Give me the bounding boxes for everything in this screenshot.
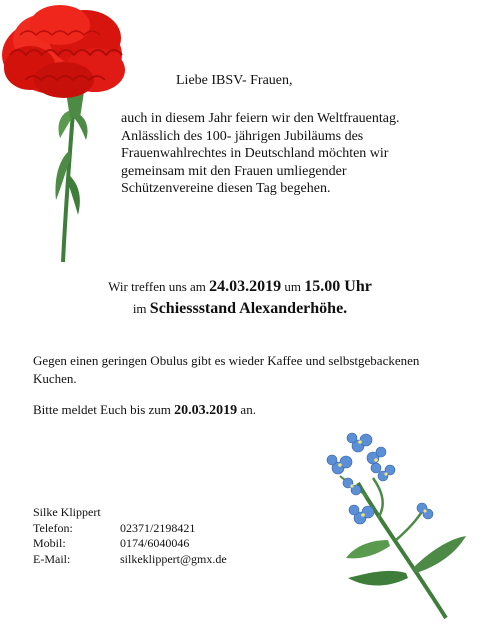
contact-email-row bbox=[33, 552, 227, 568]
rsvp-suffix: an. bbox=[240, 402, 256, 417]
rsvp-date: 20.03.2019 bbox=[174, 403, 238, 418]
phone-value: 02371/2198421 bbox=[120, 520, 196, 535]
location-line bbox=[0, 300, 480, 318]
contact-phone-row bbox=[33, 521, 227, 537]
coffee-paragraph: Gegen einen geringen Obulus gibt es wieder Kaffee und selbstgebackenen Kuchen. bbox=[33, 353, 420, 386]
meeting-time: 15.00 Uhr bbox=[304, 278, 372, 295]
contact-block bbox=[33, 505, 227, 567]
rsvp-line bbox=[33, 402, 256, 419]
meeting-line bbox=[0, 278, 480, 296]
mobile-label: Mobil: bbox=[33, 536, 66, 550]
phone-label: Telefon: bbox=[33, 520, 73, 535]
contact-name: Silke Klippert bbox=[33, 505, 101, 519]
red-carnation-image bbox=[0, 0, 140, 266]
contact-mobile-row bbox=[33, 536, 227, 552]
location: Schiessstand Alexanderhöhe. bbox=[149, 300, 348, 317]
forget-me-not-image bbox=[318, 428, 468, 620]
mobile-value: 0174/6040046 bbox=[120, 536, 190, 550]
email-value: silkeklippert@gmx.de bbox=[120, 551, 227, 566]
meeting-date: 24.03.2019 bbox=[209, 278, 282, 295]
rsvp-prefix: Bitte meldet Euch bis zum bbox=[33, 402, 171, 417]
email-label: E-Mail: bbox=[33, 551, 71, 566]
intro-paragraph: auch in diesem Jahr feiern wir den Weltfrauentag. Anlässlich des 100- jährigen Jubiläums des Frauenwahlrechtes in Deutschland möchten wir gemeinsam mit den Frauen umliegender Schützenvereine diesen Tag begehen. bbox=[121, 111, 400, 196]
greeting: Liebe IBSV- Frauen, bbox=[176, 73, 293, 88]
meeting-mid: um bbox=[284, 279, 302, 294]
meeting-prefix: Wir treffen uns am bbox=[108, 279, 206, 294]
location-prefix: im bbox=[132, 301, 147, 316]
